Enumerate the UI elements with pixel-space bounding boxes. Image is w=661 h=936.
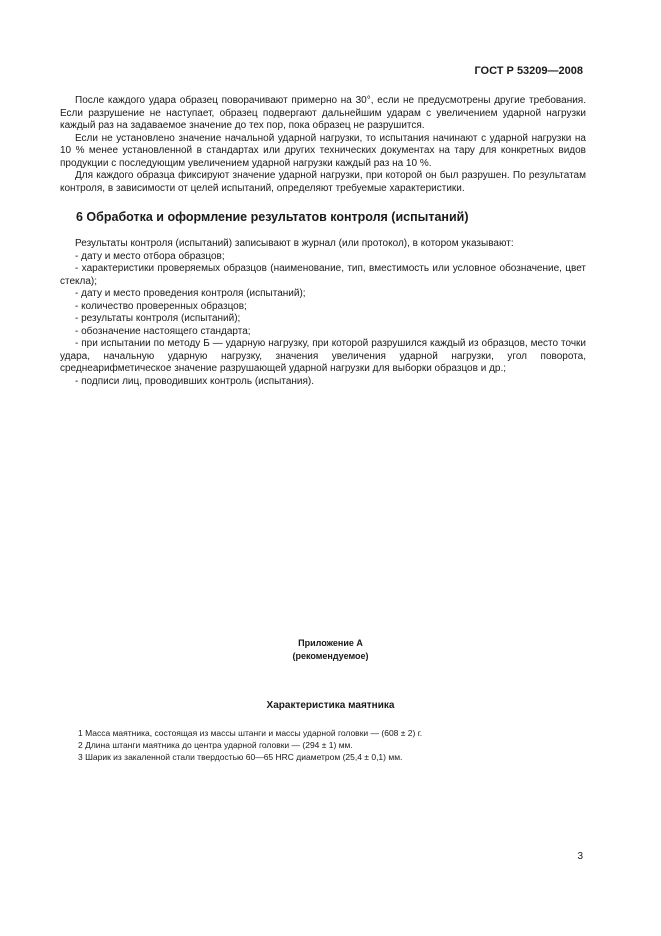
section-6-lead: Результаты контроля (испытаний) записывают в журнал (или протокол), в котором указывают: [75,238,514,249]
section-6-body [60,238,586,388]
list-item: - подписи лиц, проводивших контроль (испытания). [75,375,315,387]
intro-paragraph: Если не установлено значение начальной ударной нагрузки, то испытания начинают с ударной нагрузки на 10 % менее установленной в стандартах или других технических документах на тару для конкретных видов продукции с последующим увеличением ударной нагрузки каждый раз на 10 %. [60,132,586,169]
intro-paragraph: После каждого удара образец поворачивают примерно на 30°, если не предусмотрены другие требования. Если разрушение не наступает, образец подвергают дальнейшим ударам с увеличением ударной нагрузки каждый раз на задаваемое значение до тех пор, пока образец не разрушится. [60,95,586,131]
list-item: - при испытании по методу Б — ударную нагрузку, при которой разрушился каждый из образцов, место точки удара, начальную ударную нагрузку, значения увеличения ударной нагрузки, угол поворота, среднеарифметическое значение разрушающей ударной нагрузки для выборки образцов и др.; [60,338,586,374]
intro-paragraph: Для каждого образца фиксируют значение ударной нагрузки, при которой он был разрушен. По результатам контроля, в зависимости от целей испытаний, определяют требуемые характеристики. [60,170,586,194]
list-item: - обозначение настоящего стандарта; [75,325,251,337]
list-item: - характеристики проверяемых образцов (наименование, тип, вместимость или условное обозначение, цвет стекла); [60,263,586,287]
page-number: 3 [577,851,583,862]
appendix-item: 2 Длина штанги маятника до центра ударной головки — (294 ± 1) мм. [78,740,353,750]
appendix-item: 1 Масса маятника, состоящая из массы штанги и массы ударной головки — (608 ± 2) г. [78,728,423,738]
list-item: - результаты контроля (испытаний); [75,313,241,324]
section-6-title: 6 Обработка и оформление результатов контроля (испытаний) [76,210,469,224]
appendix-item: 3 Шарик из закаленной стали твердостью 60—65 HRC диаметром (25,4 ± 0,1) мм. [78,752,403,762]
document-code: ГОСТ Р 53209—2008 [474,65,583,77]
appendix-title: Характеристика маятника [266,700,395,711]
list-item: - количество проверенных образцов; [75,300,247,312]
list-item: - дату и место отбора образцов; [75,250,225,262]
intro-text [60,95,586,195]
appendix-list [78,727,598,763]
list-item: - дату и место проведения контроля (испытаний); [75,288,306,299]
appendix-status: (рекомендуемое) [292,651,369,661]
appendix-label: Приложение А [298,638,363,648]
